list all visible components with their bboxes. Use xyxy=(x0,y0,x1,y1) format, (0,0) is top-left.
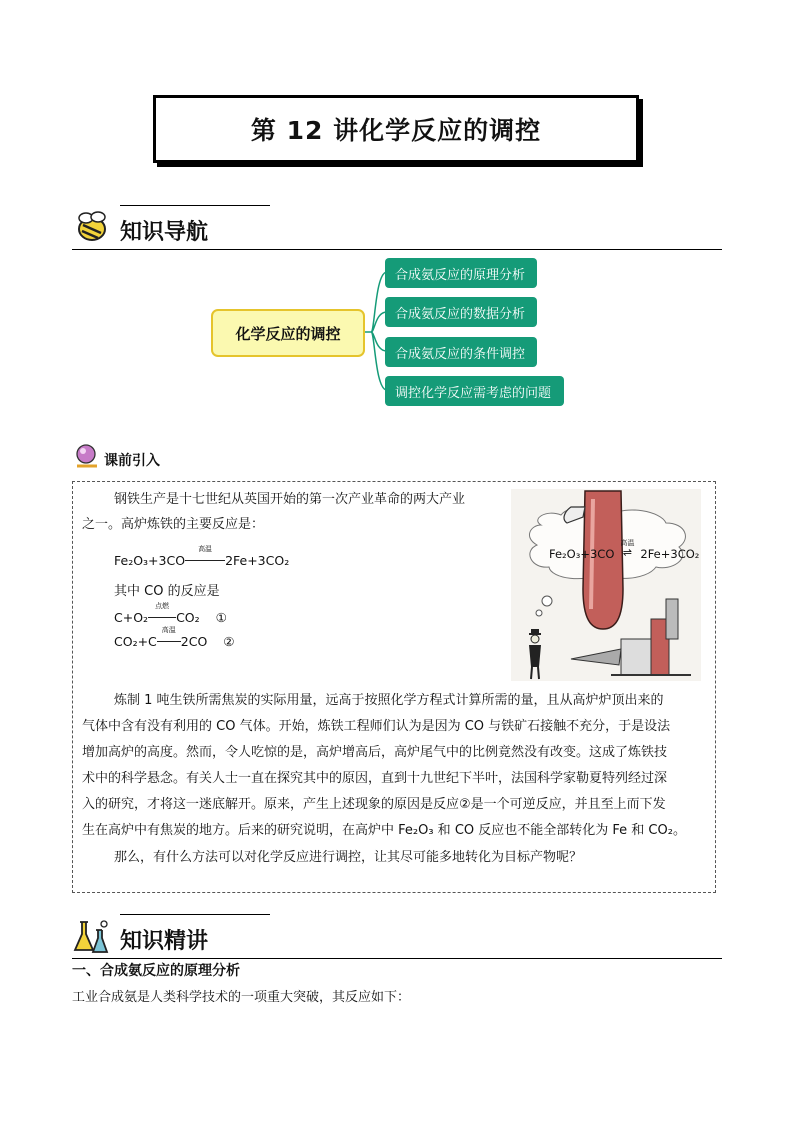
section-header-knowledge xyxy=(72,914,722,959)
body-line: 炼制 1 吨生铁所需焦炭的实际用量，远高于按照化学方程式计算所需的量，且从高炉炉顶出来的 xyxy=(114,693,664,708)
body-line: 生在高炉中有焦炭的地方。后来的研究说明，在高炉中 Fe₂O₃ 和 CO 反应也不能全部转化为 Fe 和 CO₂。 xyxy=(82,823,686,838)
intro-line: 钢铁生产是十七世纪从英国开始的第一次产业革命的两大产业 xyxy=(114,492,466,507)
eq-right: 2Fe+3CO₂ xyxy=(225,553,290,568)
eq-arrow xyxy=(157,626,181,649)
eq-number: ② xyxy=(223,634,235,649)
section-label: 知识导航 xyxy=(120,220,209,245)
eq-condition: 高温 xyxy=(198,545,213,553)
header-topline xyxy=(120,205,270,206)
eq-left: C+O₂ xyxy=(114,610,149,625)
equation-2 xyxy=(114,626,235,649)
eq-left: Fe₂O₃+3CO xyxy=(114,553,186,568)
body-line: 气体中含有没有利用的 CO 气体。开始，炼铁工程师们认为是因为 CO 与铁矿石接触不充分，于是设法 xyxy=(82,719,671,734)
eq-condition: 高温 xyxy=(161,626,176,634)
knowledge-body: 工业合成氨是人类科学技术的一项重大突破，其反应如下： xyxy=(72,990,411,1005)
preclass-label: 课前引入 xyxy=(104,453,160,469)
section-label: 知识精讲 xyxy=(120,929,209,954)
eq-right: 2Fe+3CO₂ xyxy=(640,547,700,561)
eq-left: CO₂+C xyxy=(114,634,157,649)
mindmap-node: 合成氨反应的数据分析 xyxy=(385,297,537,327)
flask-icon xyxy=(73,442,101,470)
lab-flask-icon xyxy=(72,916,112,956)
mindmap-node: 合成氨反应的原理分析 xyxy=(385,258,537,288)
eq-left: Fe₂O₃+3CO xyxy=(549,547,615,561)
co-line: 其中 CO 的反应是 xyxy=(114,584,220,599)
mindmap-root: 化学反应的调控 xyxy=(211,309,365,357)
eq-arrow xyxy=(148,602,176,625)
closing-line: 那么，有什么方法可以对化学反应进行调控，让其尽可能多地转化为目标产物呢？ xyxy=(114,850,583,865)
equation-main xyxy=(114,545,290,568)
illus-equation xyxy=(549,539,700,561)
bee-icon xyxy=(72,207,112,247)
eq-arrow xyxy=(185,545,225,568)
eq-number: ① xyxy=(215,610,227,625)
eq-right: CO₂ xyxy=(176,610,200,625)
body-line: 增加高炉的高度。然而，令人吃惊的是，高炉增高后，高炉尾气中的比例竟然没有改变。这成了炼铁技 xyxy=(82,745,668,760)
section-header-nav xyxy=(72,205,722,250)
eq-condition: 点燃 xyxy=(155,602,170,610)
mindmap-node: 调控化学反应需考虑的问题 xyxy=(385,376,564,406)
body-line: 术中的科学悬念。有关人士一直在探究其中的原因，直到十九世纪下半叶，法国科学家勒夏特列经过深 xyxy=(82,771,668,786)
page-title: 第 12 讲化学反应的调控 xyxy=(153,95,639,163)
intro-line: 之一。高炉炼铁的主要反应是： xyxy=(82,517,265,532)
header-topline xyxy=(120,914,270,915)
eq-right: 2CO xyxy=(180,634,208,649)
blast-furnace-illustration xyxy=(511,489,701,681)
mindmap-node: 合成氨反应的条件调控 xyxy=(385,337,537,367)
equation-1 xyxy=(114,602,227,625)
knowledge-subtitle: 一、合成氨反应的原理分析 xyxy=(72,963,240,979)
body-line: 入的研究，才将这一迷底解开。原来，产生上述现象的原因是反应②是一个可逆反应，并且至上而下发 xyxy=(82,797,666,812)
eq-condition: 高温 xyxy=(620,539,635,547)
eq-arrow: 高温 ⇌ xyxy=(614,547,640,561)
